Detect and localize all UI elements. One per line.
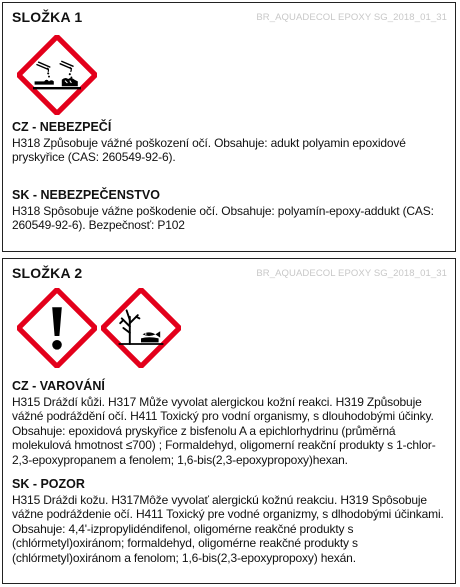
section-heading: CZ - NEBEZPEČÍ [12,120,112,134]
component-2-section-cz [12,379,447,467]
section-heading: CZ - VAROVÁNÍ [12,379,105,393]
component-1-pictograms [17,35,97,115]
section-text: H315 Dráždí kůži. H317 Může vyvolat alergickou kožní reakci. H319 Způsobuje vážné podráždění očí. H411 Toxický pro vodní organismy, s dlouhodobými účinky. Obsahuje: epoxidová pryskyřice z bisfenolu A a epichlorhydrinu (průměrná molekulová hmotnost ≤700) ; Formaldehyd, oligomerní reakční produkty s 1-chlor-2,3-epoxypropanem a fenolem; 1,6-bis(2,3-epoxypropoxy)hexan. [12,394,436,467]
environment-pictogram-icon [101,288,181,368]
component-1-panel [2,2,456,252]
component-1-title: SLOŽKA 1 [12,9,83,25]
component-1-section-sk [12,188,447,233]
section-heading: SK - NEBEZPEČENSTVO [12,188,160,202]
section-heading: SK - POZOR [12,477,85,491]
exclamation-pictogram-icon [17,288,97,368]
component-2-pictograms [17,288,181,368]
component-1-code: BR_AQUADECOL EPOXY SG_2018_01_31 [256,12,447,23]
component-2-title: SLOŽKA 2 [12,265,83,281]
component-2-section-sk [12,477,447,565]
section-text: H318 Způsobuje vážné poškození očí. Obsahuje: adukt polyamin epoxidové pryskyřice (CAS: 260549-92-6). [12,135,406,164]
component-2-code: BR_AQUADECOL EPOXY SG_2018_01_31 [256,268,447,279]
section-text: H315 Dráždi kožu. H317Môže vyvolať alergickú kožnú reakciu. H319 Spôsobuje vážne podráždenie očí. H411 Toxický pre vodné organizmy, s dlhodobými účinkami. Obsahuje: 4,4'-izpropylidéndifenol, oligomérne reakčné produkty s (chlórmetyl)oxiránom; formaldehyd, oligomérne reakčné produkty s (chlórmetyl)oxiránom a fenolom; 1,6-bis(2,3-epoxypropoxy) hexán. [12,492,444,565]
component-1-section-cz [12,120,447,165]
corrosion-pictogram-icon [17,35,97,115]
component-2-panel [2,258,456,584]
section-text: H318 Spôsobuje vážne poškodenie očí. Obsahuje: polyamín-epoxy-addukt (CAS: 260549-92-6). Bezpečnosť: P102 [12,203,434,232]
